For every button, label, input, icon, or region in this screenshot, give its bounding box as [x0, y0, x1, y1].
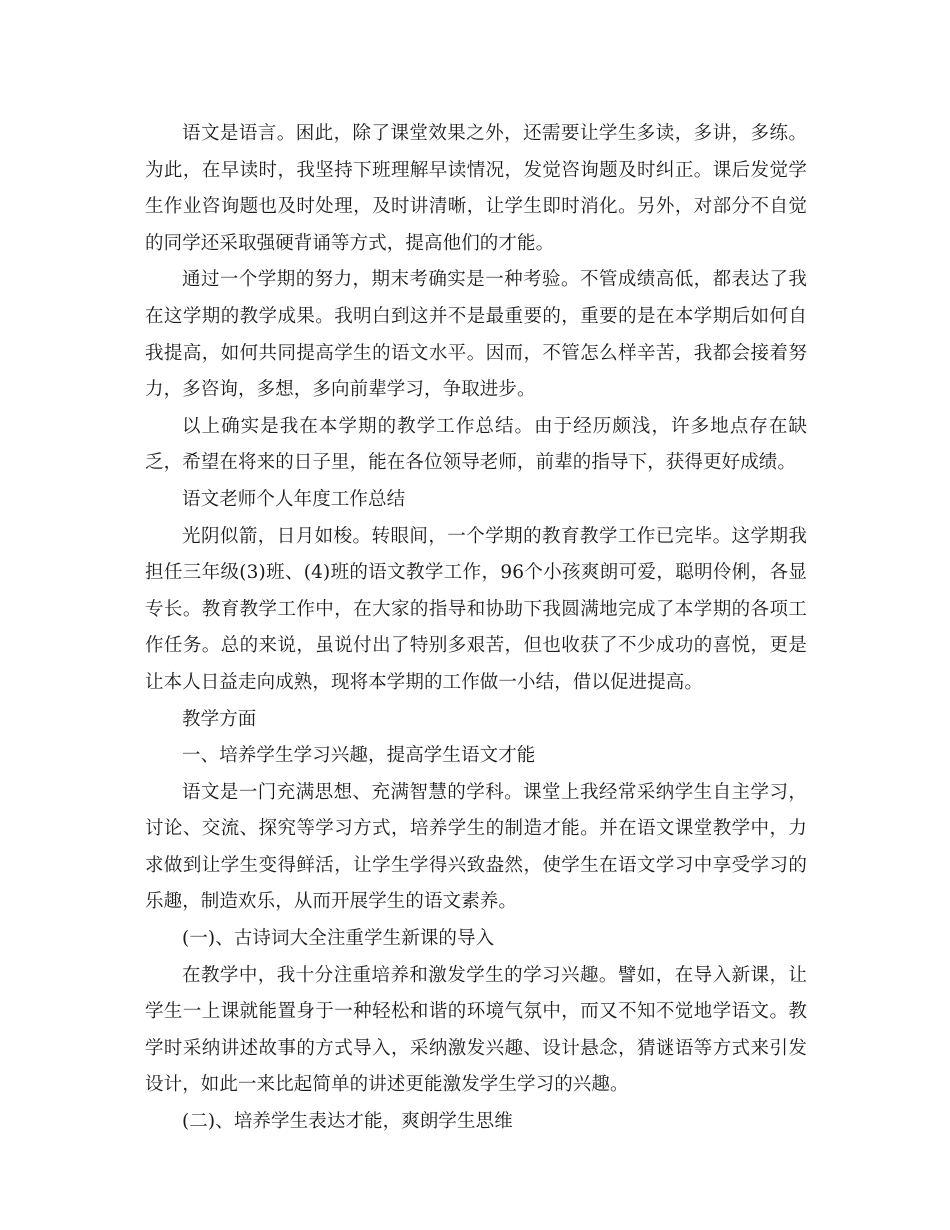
- subheading-interest: 一、培养学生学习兴趣，提高学生语文才能: [182, 745, 536, 767]
- subheading-lesson-intro: (一)、古诗词大全注重学生新课的导入: [182, 928, 495, 950]
- paragraph-reading-practice: 语文是语言。困此，除了课堂效果之外，还需要让学生多读，多讲，多练。为此，在早读时，我坚持下班理解早读情况，发觉咨询题及时纠正。课后发觉学生作业咨询题也及时处理，及时讲清晰，让学生即时消化。另外，对部分不自觉的同学还采取强硬背诵等方式，提高他们的才能。: [145, 123, 807, 254]
- section-title-annual-summary: 语文老师个人年度工作总结: [182, 488, 406, 510]
- paragraph-introduction: 光阴似箭，日月如梭。转眼间，一个学期的教育教学工作已完毕。这学期我担任三年级(3)班、(4)班的语文教学工作，96个小孩爽朗可爱，聪明伶俐，各显专长。教育教学工作中，在大家的指导和协助下我圆满地完成了本学期的各项工作任务。总的来说，虽说付出了特别多艰苦，但也收获了不少成功的喜悦，更是让本人日益走向成熟，现将本学期的工作做一小结，借以促进提高。: [145, 525, 807, 693]
- document-body: [145, 116, 807, 1141]
- paragraph-summary-closing: 以上确实是我在本学期的教学工作总结。由于经历颇浅，许多地点存在缺乏，希望在将来的日子里，能在各位领导老师，前辈的指导下，获得更好成绩。: [145, 415, 807, 474]
- paragraph-semester-effort: 通过一个学期的努力，期末考确实是一种考验。不管成绩高低，都表达了我在这学期的教学成果。我明白到这并不是最重要的，重要的是在本学期后如何自我提高，如何共同提高学生的语文水平。因而，不管怎么样辛苦，我都会接着努力，多咨询，多想，多向前辈学习，争取进步。: [145, 269, 807, 401]
- paragraph-lesson-intro-detail: 在教学中，我十分注重培养和激发学生的学习兴趣。譬如，在导入新课，让学生一上课就能置身于一种轻松和谐的环境气氛中，而又不知不觉地学语文。教学时采纳讲述故事的方式导入，采纳激发兴趣、设计悬念，猜谜语等方式来引发设计，如此一来比起简单的讲述更能激发学生学习的兴趣。: [145, 964, 807, 1096]
- paragraph-subject-description: 语文是一门充满思想、充满智慧的学科。课堂上我经常采纳学生自主学习，讨论、交流、探究等学习方式，培养学生的制造才能。并在语文课堂教学中，力求做到让学生变得鲜活，让学生学得兴致盎然，使学生在语文学习中享受学习的乐趣，制造欢乐，从而开展学生的语文素养。: [145, 781, 807, 913]
- section-heading-teaching: 教学方面: [182, 708, 257, 730]
- subheading-expression: (二)、培养学生表达才能，爽朗学生思维: [182, 1111, 513, 1133]
